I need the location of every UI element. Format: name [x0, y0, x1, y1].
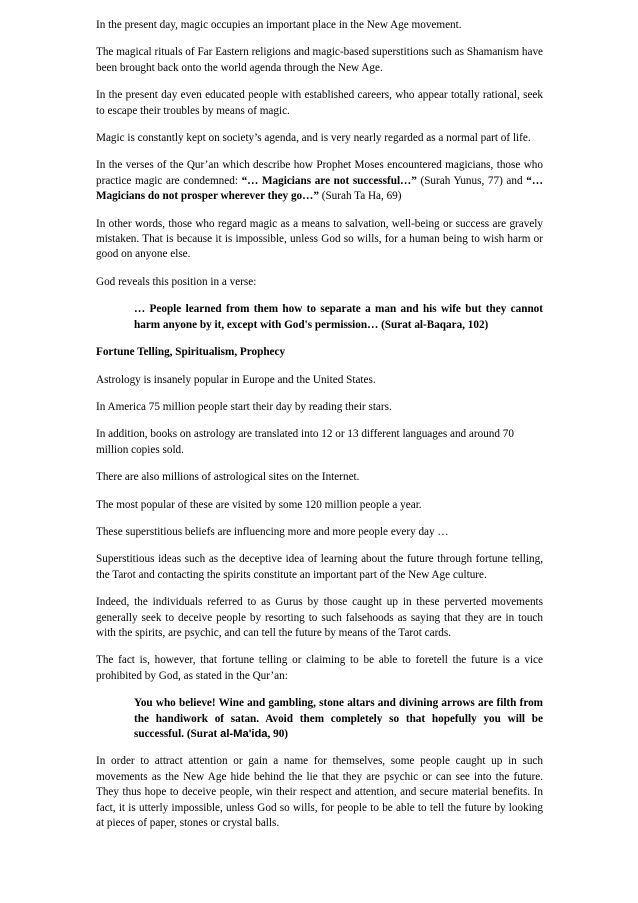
paragraph-9: In America 75 million people start their day by reading their stars.	[96, 400, 392, 413]
paragraph-14: Superstitious ideas such as the deceptive idea of learning about the future through fortune telling, the Tarot and contacting the spirits constitute an important part of the New Age culture.	[96, 553, 543, 581]
quote-maida-text-a: You who believe! Wine and gambling, stone altars and divining arrows are filth from the handiwork of satan. Avoid them completely so that hopefully you will be successful. (Surat	[134, 697, 543, 740]
paragraph-16: The fact is, however, that fortune telling or claiming to be able to foretell the future is a vice prohibited by God, as stated in the Qur’an:	[96, 654, 543, 682]
paragraph-6: In other words, those who regard magic as a means to salvation, well-being or success are gravely mistaken. That is because it is impossible, unless God so wills, for a human being to wish harm or good on anyone else.	[96, 217, 543, 261]
paragraph-2: The magical rituals of Far Eastern religions and magic-based superstitions such as Shamanism have been brought back onto the world agenda through the New Age.	[96, 46, 543, 74]
paragraph-5	[96, 158, 543, 204]
paragraph-1: In the present day, magic occupies an important place in the New Age movement.	[96, 19, 462, 31]
paragraph-17: In order to attract attention or gain a name for themselves, some people caught up in such movements as the New Age hide behind the lie that they are psychic or can see into the future. They thus hope to deceive people, win their respect and attention, and secure material benefits. In fact, it is utterly impossible, unless God so wills, for people to be able to tell the future by looking at pieces of paper, stones or crystal balls.	[96, 755, 543, 830]
quote-maida-text-c: , 90)	[267, 728, 289, 740]
paragraph-15: Indeed, the individuals referred to as Gurus by those caught up in these perverted movements generally seek to deceive people by resorting to such falsehoods as saying that they are in touch with the spirits, are psychic, and can tell the future by means of the Tarot cards.	[96, 596, 543, 639]
paragraph-5-text-c: (Surah Yunus, 77) and	[416, 174, 527, 187]
paragraph-8: Astrology is insanely popular in Europe and the United States.	[96, 373, 376, 386]
paragraph-5-text-e: (Surah Ta Ha, 69)	[318, 190, 402, 203]
document-page	[96, 18, 543, 843]
paragraph-4: Magic is constantly kept on society’s agenda, and is very nearly regarded as a normal part of life.	[96, 132, 531, 145]
paragraph-5-text-a: In the verses of the Qur’an which describe how Prophet Moses encountered magicians, those who practice magic are condemned:	[96, 159, 543, 187]
paragraph-10: In addition, books on astrology are translated into 12 or 13 different languages and around 70 million copies sold.	[96, 428, 514, 456]
paragraph-7: God reveals this position in a verse:	[96, 275, 257, 288]
quote-magicians-do-not-prosper: “… Magicians do not prosper wherever they go…”	[96, 174, 543, 203]
paragraph-13: These superstitious beliefs are influencing more and more people every day …	[96, 525, 449, 538]
paragraph-11: There are also millions of astrological sites on the Internet.	[96, 471, 360, 484]
paragraph-3: In the present day even educated people with established careers, who appear totally rational, seek to escape their troubles by means of magic.	[96, 89, 543, 117]
quote-magicians-not-successful: “… Magicians are not successful…”	[241, 174, 417, 187]
quote-maida-surah-name: al-Ma'ida	[220, 728, 268, 740]
section-heading: Fortune Telling, Spiritualism, Prophecy	[96, 346, 286, 359]
paragraph-12: The most popular of these are visited by some 120 million people a year.	[96, 498, 422, 511]
quote-maida	[134, 696, 543, 742]
quote-baqara: … People learned from them how to separate a man and his wife but they cannot harm anyone by it, except with God's permission… (Surat al-Baqara, 102)	[134, 303, 543, 331]
